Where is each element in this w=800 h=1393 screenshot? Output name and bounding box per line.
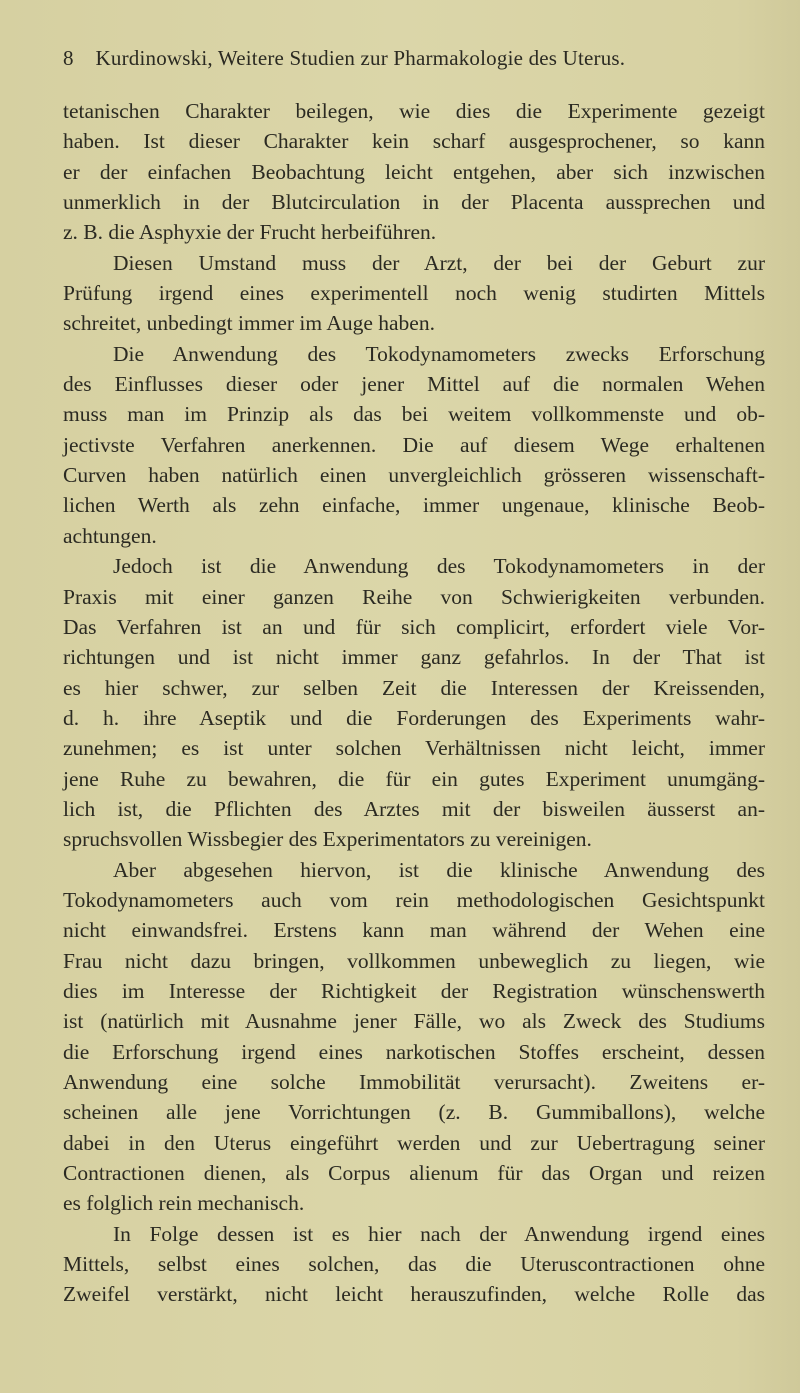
text-line: Das Verfahren ist an und für sich complicirt, erfordert viele Vor- xyxy=(63,614,765,639)
text-line: achtungen. xyxy=(63,523,157,548)
text-line: Zweifel verstärkt, nicht leicht herauszufinden, welche Rolle das xyxy=(63,1282,765,1307)
text-line: Anwendung eine solche Immobilität verursacht). Zweitens er- xyxy=(63,1070,765,1094)
text-line: Diesen Umstand muss der Arzt, der bei der Geburt zur xyxy=(113,250,765,275)
running-header xyxy=(63,46,703,71)
text-line: haben. Ist dieser Charakter kein scharf ausgesprochener, so kann xyxy=(63,129,765,154)
text-line: lich ist, die Pflichten des Arztes mit der bisweilen äusserst an- xyxy=(63,796,765,821)
text-line: des Einflusses dieser oder jener Mittel auf die normalen Wehen xyxy=(63,372,765,397)
text-line: spruchsvollen Wissbegier des Experimentators zu vereinigen. xyxy=(63,827,592,852)
text-line: es folglich rein mechanisch. xyxy=(63,1191,305,1216)
text-line: Aber abgesehen hiervon, ist die klinische Anwendung des xyxy=(113,857,765,882)
text-line: ist (natürlich mit Ausnahme jener Fälle, wo als Zweck des Studiums xyxy=(63,1009,765,1034)
text-line: In Folge dessen ist es hier nach der Anwendung irgend eines xyxy=(113,1221,765,1246)
text-line: richtungen und ist nicht immer ganz gefahrlos. In der That ist xyxy=(63,645,765,670)
text-line: Praxis mit einer ganzen Reihe von Schwierigkeiten verbunden. xyxy=(63,584,765,609)
text-line: Prüfung irgend eines experimentell noch wenig studirten Mittels xyxy=(63,281,765,306)
text-line: Mittels, selbst eines solchen, das die Uteruscontractionen ohne xyxy=(63,1252,765,1277)
page-number: 8 xyxy=(63,46,74,70)
text-line: tetanischen Charakter beilegen, wie dies die Experimente gezeigt xyxy=(63,99,765,123)
text-line: muss man im Prinzip als das bei weitem vollkommenste und ob- xyxy=(63,402,765,427)
text-line: Jedoch ist die Anwendung des Tokodynamometers in der xyxy=(113,554,765,579)
text-line: jectivste Verfahren anerkennen. Die auf diesem Wege erhaltenen xyxy=(63,432,765,457)
text-line: schreitet, unbedingt immer im Auge haben. xyxy=(63,311,435,336)
text-line: d. h. ihre Aseptik und die Forderungen des Experiments wahr- xyxy=(63,705,765,730)
running-title: Kurdinowski, Weitere Studien zur Pharmakologie des Uterus. xyxy=(95,46,626,70)
text-line: Contractionen dienen, als Corpus alienum für das Organ und reizen xyxy=(63,1161,765,1186)
body-text xyxy=(63,96,765,1310)
text-line: unmerklich in der Blutcirculation in der Placenta aussprechen und xyxy=(63,190,765,215)
text-line: nicht einwandsfrei. Erstens kann man während der Wehen eine xyxy=(63,918,765,943)
text-line: die Erforschung irgend eines narkotischen Stoffes erscheint, dessen xyxy=(63,1039,765,1064)
text-line: Tokodynamometers auch vom rein methodologischen Gesichtspunkt xyxy=(63,887,765,912)
text-line: er der einfachen Beobachtung leicht entgehen, aber sich inzwischen xyxy=(63,159,765,184)
text-line: lichen Werth als zehn einfache, immer ungenaue, klinische Beob- xyxy=(63,493,765,518)
text-line: scheinen alle jene Vorrichtungen (z. B. Gummiballons), welche xyxy=(63,1100,765,1125)
text-line: zunehmen; es ist unter solchen Verhältnissen nicht leicht, immer xyxy=(63,736,765,761)
text-line: dabei in den Uterus eingeführt werden und zur Uebertragung seiner xyxy=(63,1130,765,1155)
text-line: es hier schwer, zur selben Zeit die Interessen der Kreissenden, xyxy=(63,675,765,700)
text-line: Die Anwendung des Tokodynamometers zwecks Erforschung xyxy=(113,341,765,366)
text-line: z. B. die Asphyxie der Frucht herbeiführen. xyxy=(63,220,437,245)
text-line: Curven haben natürlich einen unvergleichlich grösseren wissenschaft- xyxy=(63,463,765,488)
text-line: jene Ruhe zu bewahren, die für ein gutes Experiment unumgäng- xyxy=(63,766,765,791)
text-line: dies im Interesse der Richtigkeit der Registration wünschenswerth xyxy=(63,978,765,1003)
text-line: Frau nicht dazu bringen, vollkommen unbeweglich zu liegen, wie xyxy=(63,948,765,973)
